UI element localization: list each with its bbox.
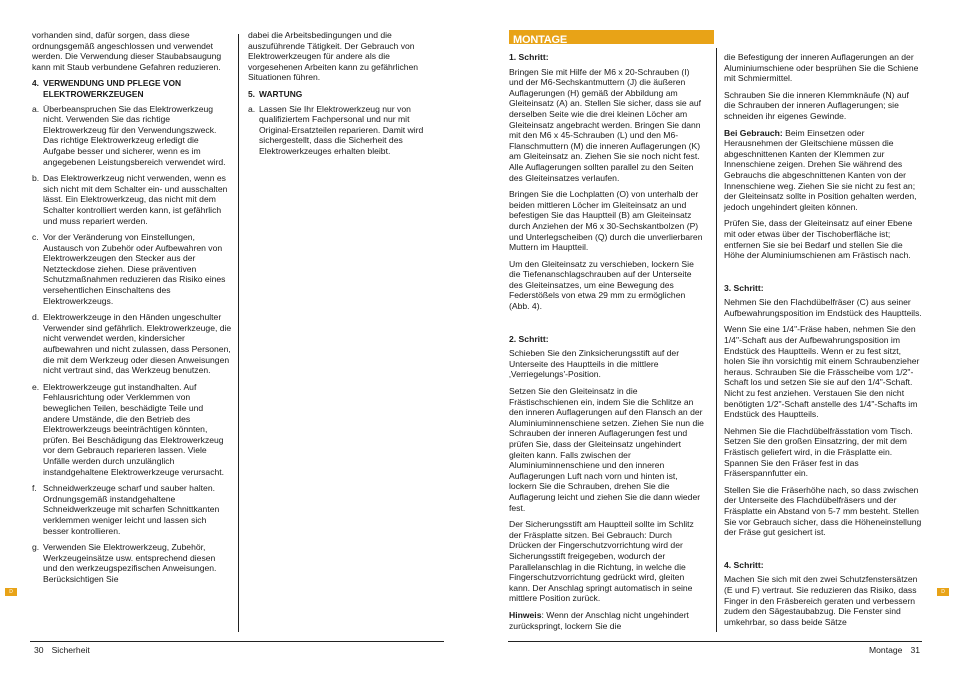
footer-left — [34, 645, 90, 655]
paragraph: Schieben Sie den Zinksicherungsstift auf der Unterseite des Hauptteils in die mittlere ‚Verriegelungs'-Position. — [509, 348, 680, 380]
item-label: b. — [32, 173, 40, 184]
list-item — [248, 104, 443, 157]
list-item — [32, 542, 232, 584]
section-heading — [248, 89, 443, 100]
continuation-text: vorhanden sind, dafür sorgen, dass diese ordnungsgemäß angeschlossen und verwendet werden. Die Verwendung dieser Staubabsaugung kann mit Staub verbundene Gefahren reduzieren. — [32, 30, 222, 72]
paragraph: Wenn Sie eine 1/4"-Fräse haben, nehmen Sie den 1/4"-Schaft aus der Aufbewahrungsposition im Endstück des Hauptteils. Wenn er zu fest sitzt, holen Sie ihn vorsichtig mit einem Schraubenzieher heraus. Schrauben Sie die Frässcheibe vom 1/2"-Schaft los und setzen Sie sie auf den 1/4"-Schaft. Nicht zu fest anziehen. Verstauen Sie den nicht benötigten 1/2"-Schaft anstelle des 1/4"-Schafts im Endstück des Hauptteils. — [724, 324, 920, 420]
paragraph: Der Sicherungsstift am Hauptteil sollte im Schlitz der Fräsplatte sitzen. Bei Gebrauch: Durch Drücken der Fingerschutzvorrichtung wird der Sicherungsstift freigegeben, wodurch der Parallelanschlag in die Richtung, in welche die Fingerschutzvorrichtung gedrückt wird, gleiten kann. Der Anschlag springt automatisch in seine mittlere Position zurück. — [509, 519, 694, 604]
right-column-1 — [509, 52, 706, 637]
list-item — [32, 232, 232, 306]
item-label: d. — [32, 312, 40, 323]
item-label: c. — [32, 232, 39, 243]
paragraph: Stellen Sie die Fräserhöhe nach, so dass zwischen der Unterseite des Flachdübelfräsers und der Fräsplatte ein Abstand von 5-7 mm besteht. Stellen Sie vor Gebrauch sicher, dass die Höheneinstellung der Fräse gut gesichert ist. — [724, 484, 922, 538]
section-title: VERWENDUNG UND PFLEGE VON ELEKTROWERKZEUGEN — [43, 78, 182, 99]
note-paragraph — [509, 610, 706, 631]
column-divider — [238, 34, 239, 632]
item-text: Verwenden Sie Elektrowerkzeug, Zubehör, Werkzeugeinsätze usw. entsprechend diesen und den werkzeugspezifischen Anweisungen. Berücksichtigen Sie — [43, 542, 217, 584]
section-heading — [32, 78, 232, 99]
item-text: Schneidwerkzeuge scharf und sauber halten. Ordnungsgemäß instandgehaltene Schneidwerkzeuge mit scharfen Schnittkanten verklemmen weniger leicht und lassen sich besser kontrollieren. — [43, 483, 220, 536]
item-label: g. — [32, 542, 40, 553]
list-item — [32, 104, 232, 168]
usage-paragraph — [724, 128, 922, 213]
paragraph: Machen Sie sich mit den zwei Schutzfenstersätzen (E und F) vertraut. Sie reduzieren das Risiko, dass Finger in den Fräsbereich geraten und verbessern zudem den Sägestaubabzug. Die Fenster sind umkehrbar, so dass beide Sätze — [724, 574, 918, 627]
item-text: Lassen Sie Ihr Elektrowerkzeug nur von qualifiziertem Fachpersonal und nur mit Original-Ersatzteilen reparieren. Damit wird sichergestellt, dass die Sicherheit des Elektrowerkzeuges erhalten bleibt. — [259, 103, 424, 156]
section-title: WARTUNG — [259, 88, 303, 99]
section-title: MONTAGE — [513, 34, 568, 46]
page-number: 31 — [910, 645, 920, 655]
language-tab: D — [5, 588, 17, 596]
step-heading: 4. Schritt: — [724, 559, 764, 570]
left-column-2 — [248, 30, 443, 163]
paragraph: Um den Gleiteinsatz zu verschieben, lockern Sie die Tiefenanschlagschrauben auf der Unterseite des Gleiteinsatzes, um eine Bewegung des Federstößels von etwa 29 mm zu ermöglichen (Abb. 4). — [509, 258, 694, 312]
column-divider — [716, 48, 717, 632]
step-heading: 2. Schritt: — [509, 333, 549, 344]
list-item — [32, 173, 232, 226]
paragraph: Setzen Sie den Gleiteinsatz in die Frästischschienen ein, indem Sie die Schlitze an den inneren Auflagerungen auf den Flansch an der Aluminiuminnenschiene setzen. Ziehen Sie nun die Schrauben der inneren Auflagerungen fest und prüfen Sie, dass der Gleiteinsatz ungehindert gleiten kann. Falls zwischen der Aluminiuminnenschiene und den inneren Auflagerungen Luft nach vorn und hinten ist, lockern Sie die Schrauben, drehen Sie die Auflagerung leicht und ziehen Sie die dann wieder fest. — [509, 386, 704, 513]
list-item — [32, 483, 232, 536]
section-title-bar — [509, 30, 714, 44]
page-number: 30 — [34, 645, 44, 655]
right-column-2 — [724, 52, 922, 633]
item-label: f. — [32, 483, 37, 494]
paragraph: Prüfen Sie, dass der Gleiteinsatz auf einer Ebene mit oder etwas über der Tischoberfläche ist; entfernen Sie sie bei Bedarf und stellen Sie die Höhe der Aluminiumschienen am Frästisch nach. — [724, 218, 913, 261]
language-tab: D — [937, 588, 949, 596]
footer-right — [869, 645, 920, 655]
footer-section: Montage — [868, 645, 903, 655]
note-label: Hinweis — [509, 609, 542, 620]
step-heading: 3. Schritt: — [724, 282, 764, 293]
item-text: Elektrowerkzeuge in den Händen ungeschulter Verwender sind gefährlich. Elektrowerkzeuge, die nicht verwendet werden, kindersicher aufbewahren und nicht zulassen, dass Personen, die mit dem Werkzeug oder diesen Anweisungen nicht vertraut sind, das Werkzeug benutzen. — [43, 312, 232, 376]
usage-text: Beim Einsetzen oder Herausnehmen der Gleitschiene müssen die abgeschnittenen Kanten der Klemmen zur Innenschiene zeigen. Drehen Sie während des Gebrauchs die abgeschnittenen Kanten von der Innenschiene weg. Ziehen Sie sie nicht zu fest an; der Gleiteinsatz sollte in Position gehalten werden, jedoch ungehindert gleiten können. — [724, 127, 917, 212]
footer-section: Sicherheit — [51, 645, 90, 655]
usage-label: Bei Gebrauch: — [724, 127, 783, 138]
paragraph: Nehmen Sie die Flachdübelfrässtation vom Tisch. Setzen Sie den großen Einsatzring, der mit dem Frästisch geliefert wird, in die Fräsplatte ein. Spannen Sie den Fräser fest in das Fräserspannfutter ein. — [724, 425, 913, 479]
item-label: a. — [32, 103, 40, 114]
item-text: Vor der Veränderung von Einstellungen, Austausch von Zubehör oder Aufbewahren von Elektrowerkzeugen den Stecker aus der Netzteckdose ziehen. Diese präventiven Schutzmaßnahmen reduzieren das Risiko eines versehentlichen Einschaltens des Elektrowerkzeugs. — [43, 232, 226, 306]
paragraph: Bringen Sie die Lochplatten (O) von unterhalb der beiden mittleren Löcher im Gleiteinsatz an und befestigen Sie das Hauptteil (B) am Gleiteinsatz durch Anziehen der M6 x 30-Sechskantbolzen (P) und Unterlegscheiben (Q) durch die unverlierbaren Muttern im Hauptteil. — [509, 189, 703, 253]
item-text: Das Elektrowerkzeug nicht verwenden, wenn es sich nicht mit dem Schalter ein- und ausschalten lässt. Ein Elektrowerkzeug, das nicht mit dem Schalter kontrolliert werden kann, ist gefährlich und muss repariert werden. — [43, 173, 228, 226]
continuation-text: die Befestigung der inneren Auflagerungen an der Aluminiumschiene oder besprühen Sie die Schiene mit Schmiermittel. — [724, 52, 919, 84]
note-text: : Wenn der Anschlag nicht ungehindert zurückspringt, lockern Sie die — [509, 609, 689, 631]
continuation-text: dabei die Arbeitsbedingungen und die auszuführende Tätigkeit. Der Gebrauch von Elektrowerkzeugen für andere als die vorgesehenen Arbeiten kann zu gefährlichen Situationen führen. — [248, 30, 419, 83]
footer-rule — [508, 641, 922, 642]
list-item — [32, 382, 232, 477]
section-number: 5. — [248, 88, 255, 99]
item-label: a. — [248, 103, 256, 114]
item-label: e. — [32, 381, 40, 392]
left-column-1 — [32, 30, 232, 591]
paragraph: Schrauben Sie die inneren Klemmknäufe (N) auf die Schrauben der inneren Auflagerungen; sie schneiden ihr eigenes Gewinde. — [724, 89, 909, 121]
item-text: Überbeanspruchen Sie das Elektrowerkzeug nicht. Verwenden Sie das richtige Elektrowerkzeug für den Verwendungszweck. Das richtige Elektrowerkzeug erledigt die Aufgabe besser und sicherer, wenn es im angegebenen Leistungsbereich verwendet wird. — [43, 103, 226, 167]
step-heading: 1. Schritt: — [509, 52, 549, 62]
paragraph: Bringen Sie mit Hilfe der M6 x 20-Schrauben (I) und der M6-Sechskantmuttern (J) die äußeren Auflagerungen (H) gemäß der Abbildung am Gleiteinsatz (A) an. Stellen Sie sicher, dass sie auf derselben Seite wie die drei kleinen Löcher am Gleiteinsatz angebracht werden. Bringen Sie dann mit den M6 x 45-Schrauben (L) und den M6-Flanschmuttern (M) die inneren Auflagerungen (K) am Gleiteinsatz an. Ziehen Sie sie noch nicht fest. Alle Auflagerungen sollten parallel zu den Seiten des Gleiteinsatzes verlaufen. — [509, 66, 702, 183]
section-number: 4. — [32, 78, 39, 89]
footer-rule — [30, 641, 444, 642]
item-text: Elektrowerkzeuge gut instandhalten. Auf Fehlausrichtung oder Verklemmen von beweglichen Teilen, beschädigte Teile und andere Umstände, die den Betrieb des Elektrowerkzeugs beeinträchtigen könnten, prüfen. Bei Beschädigung das Elektrowerkzeug vor dem Gebrauch reparieren lassen. Viele Unfälle werden durch unzulänglich instandgehaltene Elektrowerkzeuge verursacht. — [43, 381, 225, 477]
paragraph: Nehmen Sie den Flachdübelfräser (C) aus seiner Aufbewahrungsposition im Endstück des Hauptteils. — [724, 297, 922, 318]
list-item — [32, 312, 232, 376]
